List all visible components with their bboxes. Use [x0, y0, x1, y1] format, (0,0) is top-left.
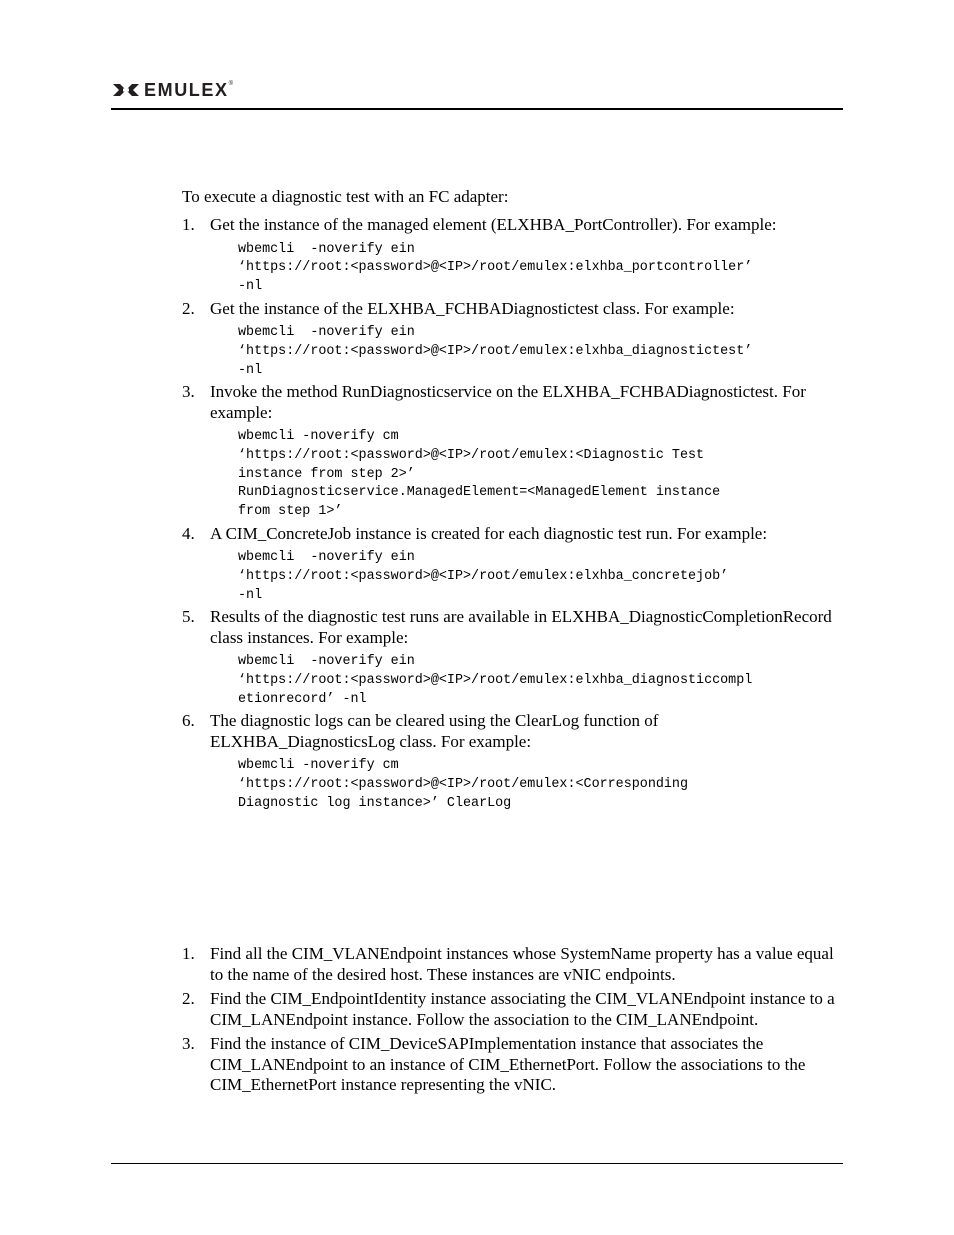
- code-block: wbemcli -noverify cm ‘https://root:<password>@<IP>/root/emulex:<Corresponding Diagnostic log instance>’ ClearLog: [238, 758, 688, 811]
- list-item: [182, 989, 842, 1030]
- intro-paragraph: To execute a diagnostic test with an FC adapter:: [182, 187, 509, 206]
- list-item: [182, 215, 842, 297]
- emulex-logo: [112, 80, 233, 100]
- step-number: 2.: [182, 298, 195, 318]
- list-item: [182, 299, 842, 381]
- code-block: wbemcli -noverify ein ‘https://root:<password>@<IP>/root/emulex:elxhba_diagnosticcompl etionrecord’ -nl: [238, 654, 753, 707]
- step-number: 4.: [182, 523, 195, 543]
- logo-wordmark: EMULEX: [144, 80, 229, 100]
- step-text: Get the instance of the ELXHBA_FCHBADiagnostictest class. For example:: [210, 298, 735, 318]
- diagnostic-steps-list: [182, 215, 842, 816]
- step-number: 6.: [182, 711, 195, 731]
- step-number: 1.: [182, 944, 195, 963]
- code-block: wbemcli -noverify cm ‘https://root:<password>@<IP>/root/emulex:<Diagnostic Test instance from step 2>’ RunDiagnosticservice.ManagedElement=<ManagedElement instance from step 1>’: [238, 429, 721, 520]
- header-rule: [111, 108, 843, 110]
- step-text: Get the instance of the managed element (ELXHBA_PortController). For example:: [210, 215, 777, 234]
- list-item: [182, 524, 842, 606]
- step-text: A CIM_ConcreteJob instance is created for each diagnostic test run. For example:: [210, 523, 768, 543]
- list-item: [182, 944, 842, 985]
- list-item: [182, 1034, 842, 1096]
- footer-rule: [111, 1163, 843, 1164]
- vnic-steps-list: [182, 944, 842, 1100]
- emulex-mark-icon: [112, 82, 140, 98]
- logo-trademark: ®: [228, 81, 234, 87]
- step-number: 2.: [182, 989, 195, 1008]
- step-text: Find the CIM_EndpointIdentity instance associating the CIM_VLANEndpoint instance to a CIM_LANEndpoint instance. Follow the association to the CIM_LANEndpoint.: [210, 989, 835, 1029]
- step-number: 3.: [182, 382, 195, 402]
- list-item: [182, 711, 842, 813]
- step-text: Find all the CIM_VLANEndpoint instances whose SystemName property has a value equal to the name of the desired host. These instances are vNIC endpoints.: [210, 944, 834, 984]
- code-block: wbemcli -noverify ein ‘https://root:<password>@<IP>/root/emulex:elxhba_concretejob’ -nl: [238, 550, 729, 603]
- step-text: Find the instance of CIM_DeviceSAPImplementation instance that associates the CIM_LANEndpoint to an instance of CIM_EthernetPort. Follow the associations to the CIM_EthernetPort instance representing the vNIC.: [210, 1034, 806, 1094]
- step-text: Invoke the method RunDiagnosticservice on the ELXHBA_FCHBADiagnostictest. For example:: [210, 382, 806, 422]
- step-number: 1.: [182, 215, 195, 234]
- step-text: Results of the diagnostic test runs are available in ELXHBA_DiagnosticCompletionRecord class instances. For example:: [210, 607, 832, 647]
- code-block: wbemcli -noverify ein ‘https://root:<password>@<IP>/root/emulex:elxhba_diagnostictest’ -nl: [238, 325, 753, 378]
- list-item: [182, 607, 842, 709]
- list-item: [182, 382, 842, 522]
- step-text: The diagnostic logs can be cleared using the ClearLog function of ELXHBA_DiagnosticsLog class. For example:: [210, 711, 659, 751]
- code-block: wbemcli -noverify ein ‘https://root:<password>@<IP>/root/emulex:elxhba_portcontroller’ -nl: [238, 241, 753, 294]
- step-number: 5.: [182, 607, 195, 627]
- step-number: 3.: [182, 1034, 195, 1053]
